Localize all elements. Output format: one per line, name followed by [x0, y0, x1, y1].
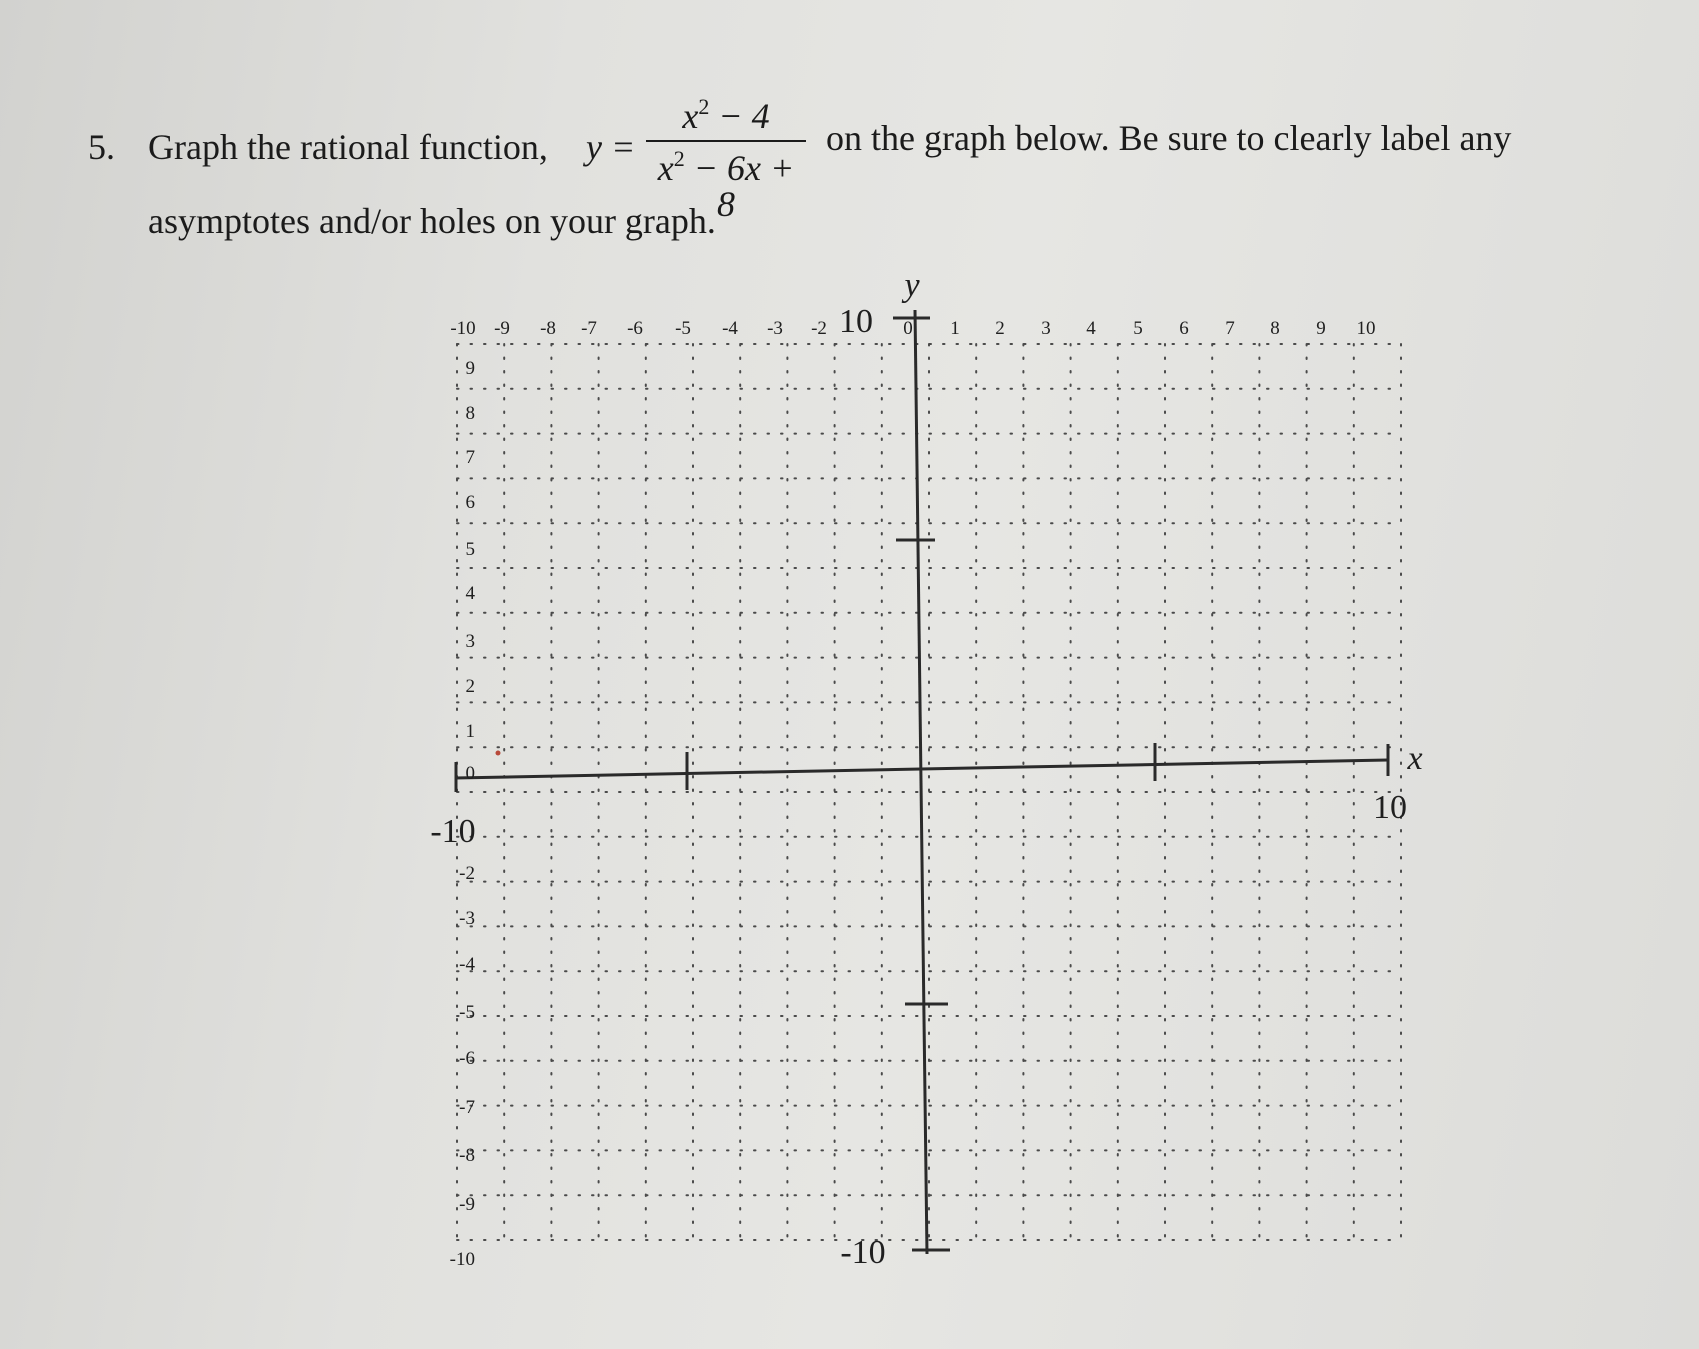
- top-tick-label: 5: [1133, 318, 1143, 339]
- top-tick-label: 9: [1316, 318, 1326, 339]
- y-max-label: 10: [839, 303, 873, 340]
- left-tick-label: -7: [459, 1097, 475, 1118]
- left-tick-label: -8: [459, 1145, 475, 1166]
- top-tick-label: -9: [494, 318, 510, 339]
- left-tick-label: -2: [459, 863, 475, 884]
- top-tick-label: -8: [540, 318, 556, 339]
- question-tail-text: on the graph below. Be sure to clearly label any: [826, 118, 1512, 158]
- x-min-label: -10: [430, 813, 476, 850]
- red-dot-mark: [496, 751, 501, 756]
- left-tick-label: -10: [449, 1249, 475, 1270]
- left-tick-label: 3: [465, 631, 475, 652]
- top-tick-label: -7: [581, 318, 597, 339]
- y-axis-label: y: [904, 267, 920, 304]
- question-number: 5.: [88, 127, 115, 167]
- left-tick-label: 8: [465, 403, 475, 424]
- left-tick-label: -3: [459, 908, 475, 929]
- left-tick-label: -4: [459, 954, 475, 975]
- top-tick-label: 0: [903, 318, 913, 339]
- left-tick-label: 7: [465, 447, 475, 468]
- top-tick-label: 7: [1225, 318, 1235, 339]
- left-tick-label: 1: [465, 721, 475, 742]
- top-tick-label: 4: [1086, 318, 1096, 339]
- function-lhs: y =: [586, 127, 636, 167]
- top-tick-label: 3: [1041, 318, 1051, 339]
- left-tick-label: 4: [465, 583, 475, 604]
- left-tick-label: -9: [459, 1194, 475, 1215]
- left-tick-label: 0: [465, 763, 475, 784]
- left-tick-label: -6: [459, 1048, 475, 1069]
- top-tick-label: -4: [722, 318, 738, 339]
- y-axis: [915, 310, 927, 1254]
- left-tick-label: 9: [465, 358, 475, 379]
- top-tick-label: 1: [950, 318, 960, 339]
- top-tick-label: 2: [995, 318, 1005, 339]
- y-min-label: -10: [840, 1234, 886, 1271]
- top-tick-label: -2: [811, 318, 827, 339]
- left-tick-label: 2: [465, 676, 475, 697]
- top-tick-label: 6: [1179, 318, 1189, 339]
- top-tick-label: 8: [1270, 318, 1280, 339]
- top-tick-label: -6: [627, 318, 643, 339]
- x-max-label: 10: [1373, 789, 1407, 826]
- problem-line-2: asymptotes and/or holes on your graph.: [148, 201, 716, 241]
- top-tick-label: 10: [1356, 318, 1376, 339]
- fraction-denominator: $x^2 - 6x + 8$: [657, 146, 795, 224]
- x-axis-label: x: [1407, 740, 1423, 777]
- question-lead-text: Graph the rational function,: [148, 127, 548, 167]
- top-tick-label: -3: [767, 318, 783, 339]
- left-tick-label: 5: [465, 539, 475, 560]
- fraction-numerator: $x^2 - 4$: [682, 94, 770, 136]
- top-tick-label: -10: [450, 318, 476, 339]
- left-tick-label: -5: [459, 1002, 475, 1023]
- top-tick-label: -5: [675, 318, 691, 339]
- left-tick-label: 6: [465, 492, 475, 513]
